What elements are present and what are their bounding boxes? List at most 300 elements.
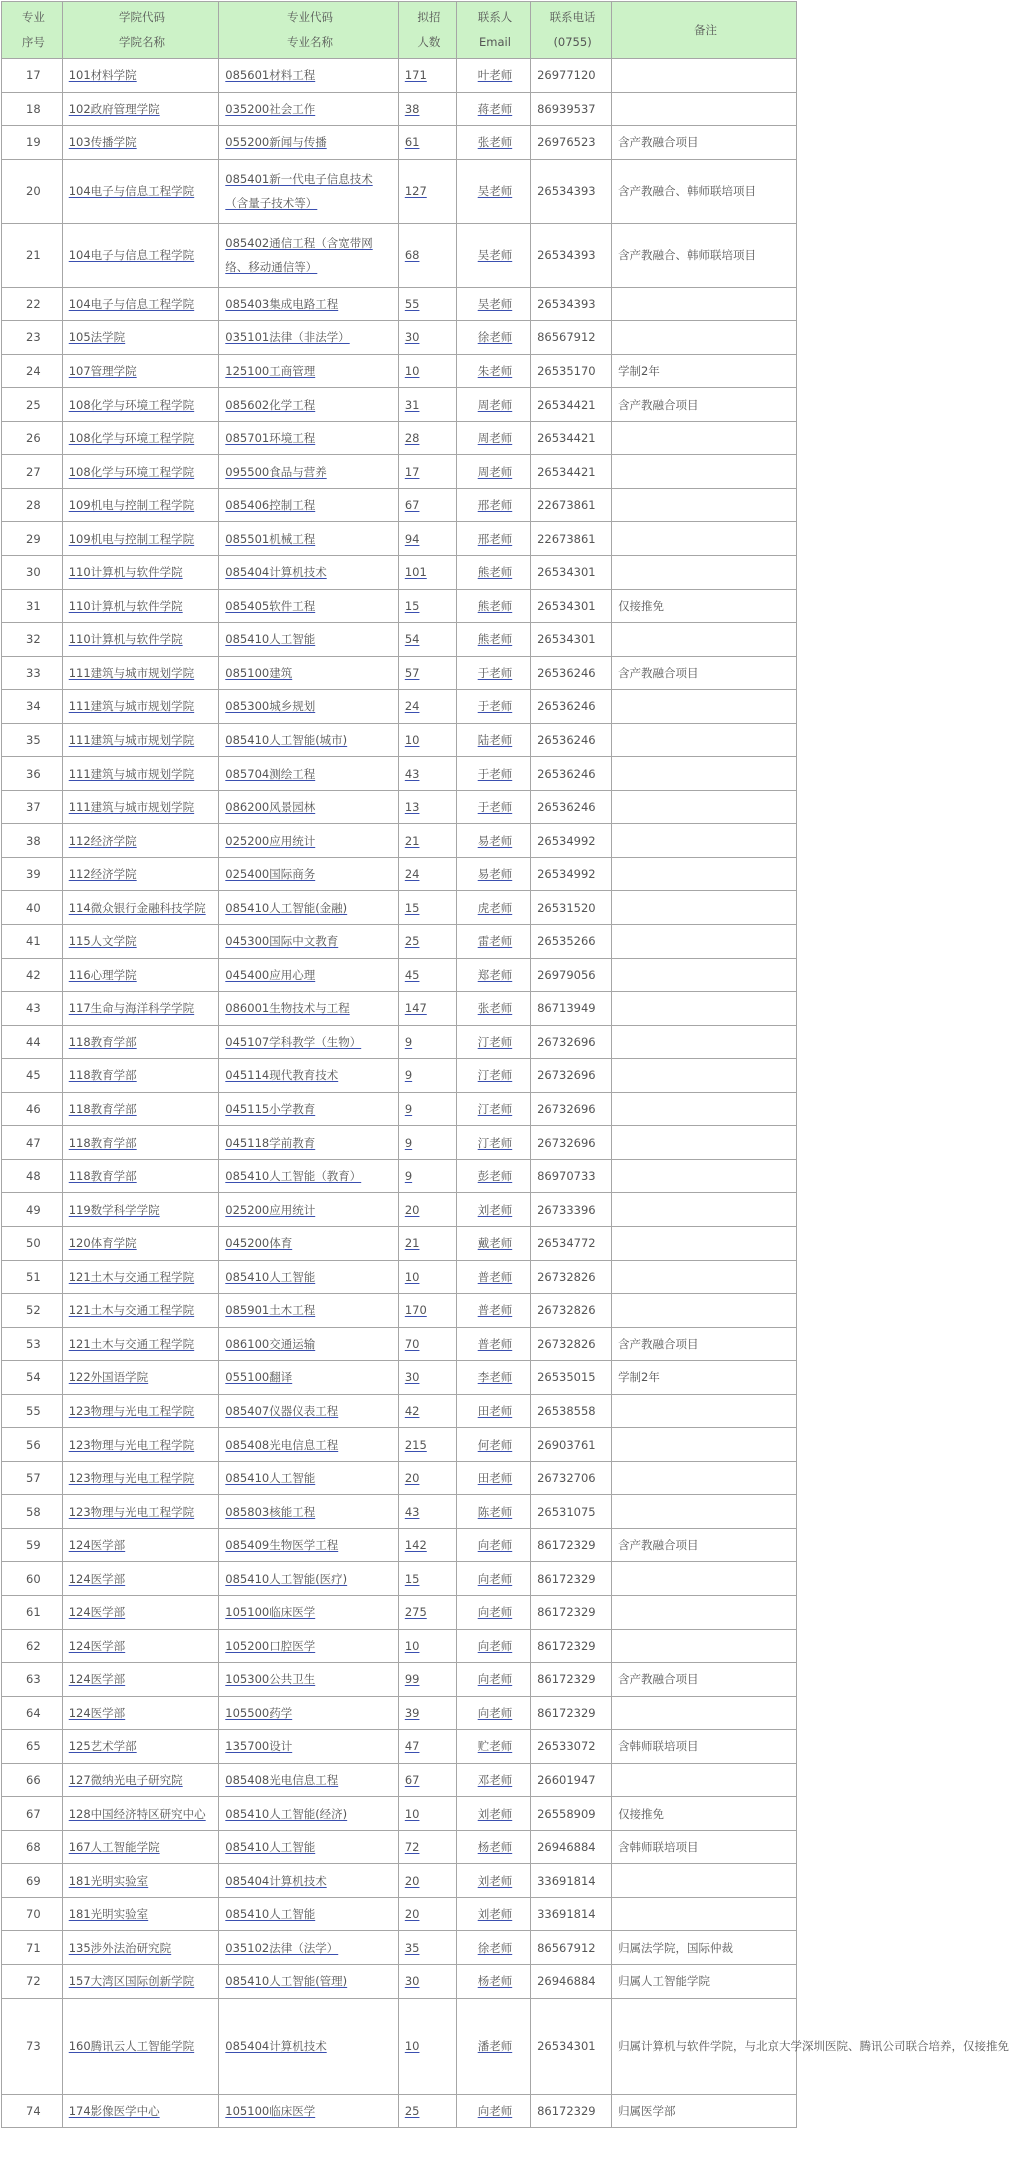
contact-link[interactable]: 张老师 bbox=[477, 135, 513, 150]
quota-link[interactable]: 17 bbox=[404, 464, 420, 479]
major-link[interactable]: 085701环境工程 bbox=[225, 431, 316, 446]
quota-link[interactable]: 10 bbox=[404, 1269, 420, 1284]
major-link[interactable]: 086001生物技术与工程 bbox=[225, 1001, 350, 1016]
contact-link[interactable]: 向老师 bbox=[477, 2103, 513, 2118]
quota-link[interactable]: 10 bbox=[404, 733, 420, 748]
cell-phone bbox=[531, 1864, 612, 1898]
quota-link[interactable]: 30 bbox=[404, 330, 420, 345]
cell-seq bbox=[2, 354, 63, 388]
cell-contact bbox=[456, 1629, 530, 1663]
school-link[interactable]: 101材料学院 bbox=[68, 68, 137, 83]
quota-link[interactable]: 275 bbox=[404, 1605, 427, 1620]
quota-link[interactable]: 28 bbox=[404, 431, 420, 446]
school-link[interactable]: 121土木与交通工程学院 bbox=[68, 1336, 195, 1351]
phone-cell: 26536246 bbox=[537, 733, 596, 748]
major-link[interactable]: 045107学科教学（生物） bbox=[225, 1034, 362, 1049]
major-link[interactable]: 105200口腔医学 bbox=[225, 1638, 316, 1653]
quota-link[interactable]: 170 bbox=[404, 1303, 427, 1318]
contact-link[interactable]: 邢老师 bbox=[477, 498, 513, 513]
major-link[interactable]: 025200应用统计 bbox=[225, 1202, 316, 1217]
school-link[interactable]: 107管理学院 bbox=[68, 364, 137, 378]
cell-note bbox=[612, 92, 797, 126]
quota-link[interactable]: 24 bbox=[404, 867, 420, 882]
major-link[interactable]: 085100建筑 bbox=[225, 665, 293, 680]
school-link[interactable]: 104电子与信息工程学院 bbox=[68, 184, 195, 199]
contact-link[interactable]: 邢老师 bbox=[477, 531, 513, 546]
school-link[interactable]: 118教育学部 bbox=[68, 1169, 137, 1184]
school-link[interactable]: 121土木与交通工程学院 bbox=[68, 1303, 195, 1318]
school-link[interactable]: 181光明实验室 bbox=[68, 1873, 149, 1888]
cell-quota bbox=[398, 623, 456, 657]
cell-major bbox=[219, 1830, 399, 1864]
cell-quota bbox=[398, 455, 456, 489]
contact-link[interactable]: 陈老师 bbox=[477, 1504, 513, 1519]
contact-link[interactable]: 向老师 bbox=[477, 1571, 513, 1586]
quota-link[interactable]: 70 bbox=[404, 1336, 420, 1351]
major-link[interactable]: 125100工商管理 bbox=[225, 364, 316, 378]
major-link[interactable]: 085410人工智能(金融) bbox=[225, 900, 348, 915]
quota-link[interactable]: 13 bbox=[404, 800, 420, 815]
school-link[interactable]: 124医学部 bbox=[68, 1538, 126, 1553]
row-seq: 41 bbox=[26, 934, 41, 949]
school-link[interactable]: 108化学与环境工程学院 bbox=[68, 431, 195, 446]
cell-contact bbox=[456, 455, 530, 489]
contact-link[interactable]: 杨老师 bbox=[477, 1840, 513, 1855]
quota-link[interactable]: 20 bbox=[404, 1907, 420, 1922]
cell-contact bbox=[456, 1864, 530, 1898]
contact-link[interactable]: 向老师 bbox=[477, 1638, 513, 1653]
quota-link[interactable]: 9 bbox=[404, 1034, 413, 1049]
major-link[interactable]: 085409生物医学工程 bbox=[225, 1538, 339, 1553]
school-link[interactable]: 124医学部 bbox=[68, 1638, 126, 1653]
school-link[interactable]: 111建筑与城市规划学院 bbox=[68, 766, 195, 781]
major-link[interactable]: 045115小学教育 bbox=[225, 1102, 316, 1117]
major-link[interactable]: 085803核能工程 bbox=[225, 1504, 316, 1519]
school-link[interactable]: 174影像医学中心 bbox=[68, 2103, 160, 2118]
note-cell: 归属计算机与软件学院，与北京大学深圳医院、腾讯公司联合培养，仅接推免 bbox=[618, 2039, 1009, 2054]
quota-link[interactable]: 45 bbox=[404, 967, 420, 982]
school-link[interactable]: 123物理与光电工程学院 bbox=[68, 1471, 195, 1486]
major-link[interactable]: 085410人工智能(医疗) bbox=[225, 1571, 348, 1586]
contact-link[interactable]: 汀老师 bbox=[477, 1135, 513, 1150]
quota-link[interactable]: 10 bbox=[404, 1638, 420, 1653]
contact-link[interactable]: 普老师 bbox=[477, 1303, 513, 1318]
quota-link[interactable]: 25 bbox=[404, 934, 420, 949]
quota-link[interactable]: 171 bbox=[404, 68, 427, 83]
contact-link[interactable]: 于老师 bbox=[477, 665, 513, 680]
contact-link[interactable]: 周老师 bbox=[477, 464, 513, 479]
contact-link[interactable]: 吴老师 bbox=[477, 248, 513, 263]
table-row bbox=[2, 1159, 797, 1193]
major-link[interactable]: 085408光电信息工程 bbox=[225, 1772, 339, 1787]
contact-link[interactable]: 田老师 bbox=[477, 1403, 513, 1418]
major-link[interactable]: 085405软件工程 bbox=[225, 598, 316, 613]
cell-seq bbox=[2, 321, 63, 355]
contact-link[interactable]: 周老师 bbox=[477, 431, 513, 446]
cell-major bbox=[219, 1226, 399, 1260]
contact-link[interactable]: 普老师 bbox=[477, 1269, 513, 1284]
cell-phone bbox=[531, 1730, 612, 1764]
contact-link[interactable]: 刘老师 bbox=[477, 1873, 513, 1888]
school-link[interactable]: 128中国经济特区研究中心 bbox=[68, 1806, 206, 1821]
major-link[interactable]: 085410人工智能(经济) bbox=[225, 1806, 348, 1821]
contact-link[interactable]: 于老师 bbox=[477, 800, 513, 815]
quota-link[interactable]: 35 bbox=[404, 1940, 420, 1955]
contact-link[interactable]: 李老师 bbox=[477, 1370, 513, 1385]
quota-link[interactable]: 10 bbox=[404, 2039, 420, 2054]
quota-link[interactable]: 127 bbox=[404, 184, 427, 199]
school-link[interactable]: 118教育学部 bbox=[68, 1034, 137, 1049]
school-link[interactable]: 119数学科学学院 bbox=[68, 1202, 160, 1217]
major-link[interactable]: 025200应用统计 bbox=[225, 833, 316, 848]
major-link[interactable]: 135700设计 bbox=[225, 1739, 293, 1754]
quota-link[interactable]: 38 bbox=[404, 101, 420, 116]
cell-major bbox=[219, 958, 399, 992]
row-seq: 72 bbox=[26, 1974, 41, 1989]
major-link[interactable]: 085410人工智能（教育） bbox=[225, 1169, 362, 1184]
major-link[interactable]: 085704测绘工程 bbox=[225, 766, 316, 781]
quota-link[interactable]: 57 bbox=[404, 665, 420, 680]
cell-phone bbox=[531, 690, 612, 724]
contact-link[interactable]: 何老师 bbox=[477, 1437, 513, 1452]
quota-link[interactable]: 9 bbox=[404, 1135, 413, 1150]
school-link[interactable]: 123物理与光电工程学院 bbox=[68, 1504, 195, 1519]
major-link[interactable]: 085410人工智能(管理) bbox=[225, 1974, 348, 1989]
quota-link[interactable]: 20 bbox=[404, 1873, 420, 1888]
cell-major bbox=[219, 1428, 399, 1462]
major-link[interactable]: 095500食品与营养 bbox=[225, 464, 327, 479]
contact-link[interactable]: 彭老师 bbox=[477, 1169, 513, 1184]
major-link[interactable]: 105500药学 bbox=[225, 1705, 293, 1720]
contact-link[interactable]: 易老师 bbox=[477, 833, 513, 848]
major-link[interactable]: 086100交通运输 bbox=[225, 1336, 316, 1351]
contact-link[interactable]: 蒋老师 bbox=[477, 101, 513, 116]
contact-link[interactable]: 普老师 bbox=[477, 1336, 513, 1351]
school-link[interactable]: 110计算机与软件学院 bbox=[68, 632, 183, 647]
quota-link[interactable]: 10 bbox=[404, 1806, 420, 1821]
contact-link[interactable]: 潘老师 bbox=[477, 2039, 513, 2054]
school-link[interactable]: 124医学部 bbox=[68, 1672, 126, 1687]
school-link[interactable]: 104电子与信息工程学院 bbox=[68, 296, 195, 311]
quota-link[interactable]: 67 bbox=[404, 498, 420, 513]
phone-cell: 26534301 bbox=[537, 2039, 596, 2054]
contact-link[interactable]: 汀老师 bbox=[477, 1034, 513, 1049]
quota-link[interactable]: 25 bbox=[404, 2103, 420, 2118]
major-link[interactable]: 085410人工智能 bbox=[225, 632, 316, 647]
quota-link[interactable]: 47 bbox=[404, 1739, 420, 1754]
quota-link[interactable]: 15 bbox=[404, 598, 420, 613]
quota-link[interactable]: 94 bbox=[404, 531, 420, 546]
quota-link[interactable]: 9 bbox=[404, 1102, 413, 1117]
cell-major bbox=[219, 623, 399, 657]
contact-link[interactable]: 戴老师 bbox=[477, 1236, 513, 1251]
school-link[interactable]: 112经济学院 bbox=[68, 867, 137, 882]
cell-contact bbox=[456, 1260, 530, 1294]
school-link[interactable]: 118教育学部 bbox=[68, 1068, 137, 1083]
table-row bbox=[2, 488, 797, 522]
major-link[interactable]: 085407仪器仪表工程 bbox=[225, 1403, 339, 1418]
school-link[interactable]: 116心理学院 bbox=[68, 967, 137, 982]
contact-link[interactable]: 向老师 bbox=[477, 1672, 513, 1687]
major-link[interactable]: 086200风景园林 bbox=[225, 800, 316, 815]
quota-link[interactable]: 67 bbox=[404, 1772, 420, 1787]
contact-link[interactable]: 吴老师 bbox=[477, 184, 513, 199]
quota-link[interactable]: 9 bbox=[404, 1068, 413, 1083]
phone-cell: 86172329 bbox=[537, 1638, 596, 1653]
quota-link[interactable]: 30 bbox=[404, 1974, 420, 1989]
table-row bbox=[2, 690, 797, 724]
phone-cell: 22673861 bbox=[537, 531, 596, 546]
contact-link[interactable]: 徐老师 bbox=[477, 1940, 513, 1955]
quota-link[interactable]: 21 bbox=[404, 833, 420, 848]
quota-link[interactable]: 61 bbox=[404, 135, 420, 150]
school-link[interactable]: 114微众银行金融科技学院 bbox=[68, 900, 206, 915]
quota-link[interactable]: 20 bbox=[404, 1471, 420, 1486]
quota-link[interactable]: 24 bbox=[404, 699, 420, 714]
cell-contact bbox=[456, 59, 530, 93]
contact-link[interactable]: 雷老师 bbox=[477, 934, 513, 949]
school-link[interactable]: 109机电与控制工程学院 bbox=[68, 531, 195, 546]
school-link[interactable]: 111建筑与城市规划学院 bbox=[68, 699, 195, 714]
cell-major bbox=[219, 1495, 399, 1529]
contact-link[interactable]: 汀老师 bbox=[477, 1068, 513, 1083]
quota-link[interactable]: 215 bbox=[404, 1437, 427, 1452]
major-link[interactable]: 105100临床医学 bbox=[225, 2103, 316, 2118]
school-link[interactable]: 108化学与环境工程学院 bbox=[68, 464, 195, 479]
contact-link[interactable]: 杨老师 bbox=[477, 1974, 513, 1989]
major-link[interactable]: 055200新闻与传播 bbox=[225, 135, 327, 150]
major-link[interactable]: 085408光电信息工程 bbox=[225, 1437, 339, 1452]
school-link[interactable]: 127微纳光电子研究院 bbox=[68, 1772, 183, 1787]
school-link[interactable]: 135涉外法治研究院 bbox=[68, 1940, 172, 1955]
quota-link[interactable]: 15 bbox=[404, 900, 420, 915]
quota-link[interactable]: 31 bbox=[404, 397, 420, 412]
contact-link[interactable]: 叶老师 bbox=[477, 68, 513, 83]
major-link[interactable]: 085410人工智能(城市) bbox=[225, 733, 348, 748]
quota-link[interactable]: 21 bbox=[404, 1236, 420, 1251]
cell-major bbox=[219, 790, 399, 824]
major-link[interactable]: 085410人工智能 bbox=[225, 1840, 316, 1855]
major-link[interactable]: 055100翻译 bbox=[225, 1370, 293, 1385]
school-link[interactable]: 111建筑与城市规划学院 bbox=[68, 665, 195, 680]
table-row bbox=[2, 723, 797, 757]
table-row bbox=[2, 159, 797, 223]
major-link[interactable]: 085404计算机技术 bbox=[225, 565, 327, 580]
quota-link[interactable]: 43 bbox=[404, 1504, 420, 1519]
cell-seq bbox=[2, 556, 63, 590]
major-link[interactable]: 085404计算机技术 bbox=[225, 1873, 327, 1888]
school-link[interactable]: 118教育学部 bbox=[68, 1102, 137, 1117]
school-link[interactable]: 111建筑与城市规划学院 bbox=[68, 733, 195, 748]
school-link[interactable]: 124医学部 bbox=[68, 1571, 126, 1586]
contact-link[interactable]: 向老师 bbox=[477, 1605, 513, 1620]
school-link[interactable]: 103传播学院 bbox=[68, 135, 137, 150]
cell-quota bbox=[398, 354, 456, 388]
table-row bbox=[2, 1931, 797, 1965]
phone-cell: 26534393 bbox=[537, 248, 596, 263]
contact-link[interactable]: 虎老师 bbox=[477, 900, 513, 915]
major-link[interactable]: 085410人工智能 bbox=[225, 1269, 316, 1284]
major-link[interactable]: 035101法律（非法学） bbox=[225, 330, 350, 345]
contact-link[interactable]: 陆老师 bbox=[477, 733, 513, 748]
cell-major bbox=[219, 723, 399, 757]
contact-link[interactable]: 郑老师 bbox=[477, 967, 513, 982]
cell-major bbox=[219, 824, 399, 858]
contact-link[interactable]: 刘老师 bbox=[477, 1806, 513, 1821]
school-link[interactable]: 110计算机与软件学院 bbox=[68, 598, 183, 613]
school-link[interactable]: 125艺术学部 bbox=[68, 1739, 137, 1754]
quota-link[interactable]: 99 bbox=[404, 1672, 420, 1687]
cell-school bbox=[62, 1696, 219, 1730]
contact-link[interactable]: 于老师 bbox=[477, 699, 513, 714]
school-link[interactable]: 117生命与海洋科学学院 bbox=[68, 1001, 195, 1016]
quota-link[interactable]: 54 bbox=[404, 632, 420, 647]
school-link[interactable]: 109机电与控制工程学院 bbox=[68, 498, 195, 513]
contact-link[interactable]: 熊老师 bbox=[477, 598, 513, 613]
major-link[interactable]: 035102法律（法学） bbox=[225, 1940, 339, 1955]
contact-link[interactable]: 徐老师 bbox=[477, 330, 513, 345]
contact-link[interactable]: 向老师 bbox=[477, 1705, 513, 1720]
school-link[interactable]: 118教育学部 bbox=[68, 1135, 137, 1150]
contact-link[interactable]: 刘老师 bbox=[477, 1202, 513, 1217]
contact-link[interactable]: 汀老师 bbox=[477, 1102, 513, 1117]
school-link[interactable]: 124医学部 bbox=[68, 1605, 126, 1620]
contact-link[interactable]: 于老师 bbox=[477, 766, 513, 781]
quota-link[interactable]: 68 bbox=[404, 248, 420, 263]
quota-link[interactable]: 55 bbox=[404, 296, 420, 311]
cell-note bbox=[612, 1730, 797, 1764]
major-link[interactable]: 085901土木工程 bbox=[225, 1303, 316, 1318]
school-link[interactable]: 157大湾区国际创新学院 bbox=[68, 1974, 195, 1989]
contact-link[interactable]: 田老师 bbox=[477, 1471, 513, 1486]
contact-link[interactable]: 易老师 bbox=[477, 867, 513, 882]
contact-link[interactable]: 熊老师 bbox=[477, 565, 513, 580]
major-link[interactable]: 085401新一代电子信息技术（含量子技术等） bbox=[225, 172, 373, 211]
school-link[interactable]: 160腾讯云人工智能学院 bbox=[68, 2039, 195, 2054]
cell-note bbox=[612, 656, 797, 690]
major-link[interactable]: 085403集成电路工程 bbox=[225, 296, 339, 311]
major-link[interactable]: 045300国际中文教育 bbox=[225, 934, 339, 949]
major-link[interactable]: 045200体育 bbox=[225, 1236, 293, 1251]
school-link[interactable]: 102政府管理学院 bbox=[68, 101, 160, 116]
major-link[interactable]: 045114现代教育技术 bbox=[225, 1068, 339, 1083]
school-link[interactable]: 104电子与信息工程学院 bbox=[68, 248, 195, 263]
quota-link[interactable]: 20 bbox=[404, 1202, 420, 1217]
cell-major bbox=[219, 857, 399, 891]
cell-school bbox=[62, 723, 219, 757]
contact-link[interactable]: 向老师 bbox=[477, 1538, 513, 1553]
cell-seq bbox=[2, 1159, 63, 1193]
major-link[interactable]: 085410人工智能 bbox=[225, 1471, 316, 1486]
cell-note bbox=[612, 1797, 797, 1831]
major-link[interactable]: 085406控制工程 bbox=[225, 498, 316, 513]
phone-cell: 26534992 bbox=[537, 867, 596, 882]
school-link[interactable]: 105法学院 bbox=[68, 330, 126, 345]
quota-link[interactable]: 142 bbox=[404, 1538, 427, 1553]
cell-major bbox=[219, 1663, 399, 1697]
major-link[interactable]: 045118学前教育 bbox=[225, 1135, 316, 1150]
contact-link[interactable]: 张老师 bbox=[477, 1001, 513, 1016]
school-link[interactable]: 122外国语学院 bbox=[68, 1370, 149, 1385]
quota-link[interactable]: 147 bbox=[404, 1001, 427, 1016]
contact-link[interactable]: 吴老师 bbox=[477, 296, 513, 311]
cell-seq bbox=[2, 690, 63, 724]
contact-link[interactable]: 熊老师 bbox=[477, 632, 513, 647]
school-link[interactable]: 121土木与交通工程学院 bbox=[68, 1269, 195, 1284]
major-link[interactable]: 025400国际商务 bbox=[225, 867, 316, 882]
contact-link[interactable]: 邓老师 bbox=[477, 1772, 513, 1787]
major-link[interactable]: 085501机械工程 bbox=[225, 531, 316, 546]
quota-link[interactable]: 10 bbox=[404, 364, 420, 378]
phone-cell: 26601947 bbox=[537, 1772, 596, 1787]
major-link[interactable]: 085601材料工程 bbox=[225, 68, 316, 83]
quota-link[interactable]: 72 bbox=[404, 1840, 420, 1855]
cell-contact bbox=[456, 790, 530, 824]
school-link[interactable]: 123物理与光电工程学院 bbox=[68, 1437, 195, 1452]
school-link[interactable]: 112经济学院 bbox=[68, 833, 137, 848]
major-link[interactable]: 105300公共卫生 bbox=[225, 1672, 316, 1687]
contact-link[interactable]: 朱老师 bbox=[477, 364, 513, 378]
quota-link[interactable]: 9 bbox=[404, 1169, 413, 1184]
contact-link[interactable]: 刘老师 bbox=[477, 1907, 513, 1922]
cell-note bbox=[612, 159, 797, 223]
phone-cell: 26732696 bbox=[537, 1068, 596, 1083]
major-link[interactable]: 045400应用心理 bbox=[225, 967, 316, 982]
cell-quota bbox=[398, 556, 456, 590]
school-link[interactable]: 167人工智能学院 bbox=[68, 1840, 160, 1855]
table-row bbox=[2, 1629, 797, 1663]
quota-link[interactable]: 39 bbox=[404, 1705, 420, 1720]
table-row bbox=[2, 1495, 797, 1529]
school-link[interactable]: 124医学部 bbox=[68, 1705, 126, 1720]
quota-link[interactable]: 15 bbox=[404, 1571, 420, 1586]
school-link[interactable]: 181光明实验室 bbox=[68, 1907, 149, 1922]
major-link[interactable]: 085300城乡规划 bbox=[225, 699, 316, 714]
school-link[interactable]: 111建筑与城市规划学院 bbox=[68, 800, 195, 815]
contact-link[interactable]: 贮老师 bbox=[477, 1739, 513, 1754]
school-link[interactable]: 110计算机与软件学院 bbox=[68, 565, 183, 580]
cell-note bbox=[612, 1159, 797, 1193]
school-link[interactable]: 115人文学院 bbox=[68, 934, 137, 949]
major-link[interactable]: 085402通信工程（含宽带网络、移动通信等） bbox=[225, 236, 373, 275]
major-link[interactable]: 105100临床医学 bbox=[225, 1605, 316, 1620]
cell-phone bbox=[531, 2094, 612, 2128]
major-link[interactable]: 085602化学工程 bbox=[225, 397, 316, 412]
note-cell: 含韩师联培项目 bbox=[618, 1739, 699, 1754]
quota-link[interactable]: 30 bbox=[404, 1370, 420, 1385]
school-link[interactable]: 120体育学院 bbox=[68, 1236, 137, 1251]
cell-school bbox=[62, 388, 219, 422]
row-seq: 22 bbox=[26, 296, 41, 311]
school-link[interactable]: 108化学与环境工程学院 bbox=[68, 397, 195, 412]
contact-link[interactable]: 周老师 bbox=[477, 397, 513, 412]
quota-link[interactable]: 101 bbox=[404, 565, 427, 580]
quota-link[interactable]: 43 bbox=[404, 766, 420, 781]
cell-quota bbox=[398, 1159, 456, 1193]
table-row bbox=[2, 223, 797, 287]
cell-quota bbox=[398, 388, 456, 422]
major-link[interactable]: 035200社会工作 bbox=[225, 101, 316, 116]
cell-school bbox=[62, 992, 219, 1026]
admissions-table bbox=[1, 1, 1009, 2128]
cell-major bbox=[219, 556, 399, 590]
school-link[interactable]: 123物理与光电工程学院 bbox=[68, 1403, 195, 1418]
quota-link[interactable]: 42 bbox=[404, 1403, 420, 1418]
cell-major bbox=[219, 1361, 399, 1395]
major-link[interactable]: 085410人工智能 bbox=[225, 1907, 316, 1922]
row-seq: 29 bbox=[26, 531, 41, 546]
major-link[interactable]: 085404计算机技术 bbox=[225, 2039, 327, 2054]
